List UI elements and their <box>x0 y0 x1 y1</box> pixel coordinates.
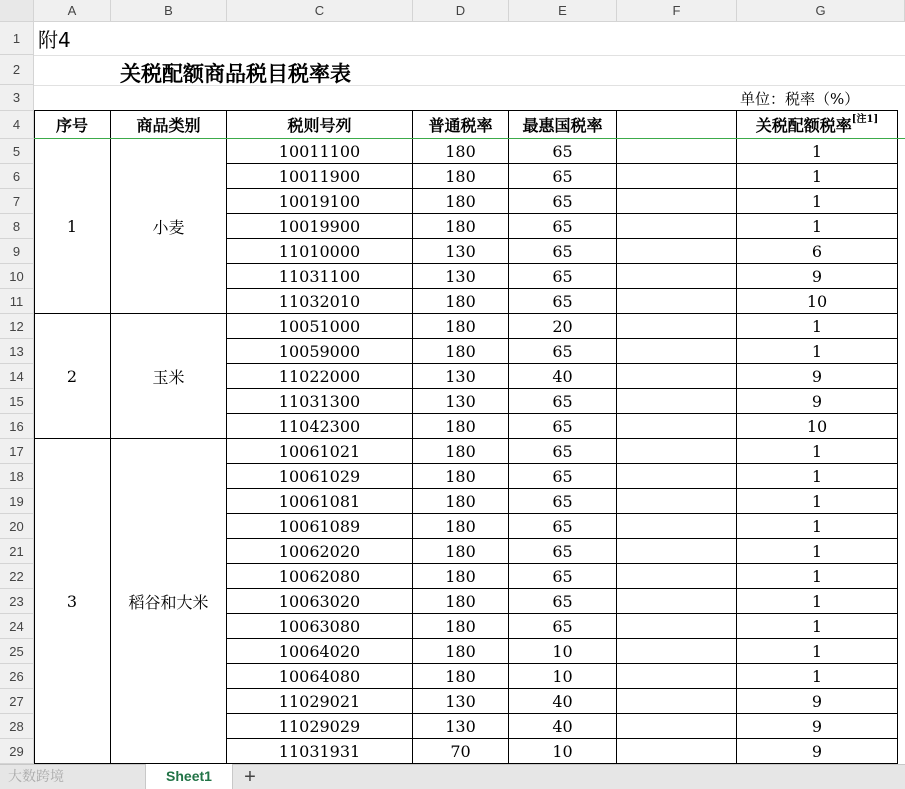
row-header[interactable]: 6 <box>0 164 34 189</box>
quota-rate-cell[interactable]: 1 <box>737 164 898 189</box>
header-code[interactable]: 税则号列 <box>227 111 413 139</box>
gridline <box>34 55 905 56</box>
row-header[interactable]: 27 <box>0 689 34 714</box>
quota-rate-cell[interactable]: 1 <box>737 614 898 639</box>
sheet-tab-bar <box>0 764 905 789</box>
empty-f-cell[interactable] <box>617 214 737 239</box>
general-rate-cell[interactable]: 180 <box>413 464 509 489</box>
tariff-code-cell[interactable]: 11032010 <box>227 289 413 314</box>
empty-f-cell[interactable] <box>617 339 737 364</box>
general-rate-cell[interactable]: 180 <box>413 489 509 514</box>
row-header[interactable]: 26 <box>0 664 34 689</box>
row-header[interactable]: 17 <box>0 439 34 464</box>
mfn-rate-cell[interactable]: 65 <box>509 139 617 164</box>
empty-f-cell[interactable] <box>617 539 737 564</box>
tariff-code-cell[interactable]: 10064020 <box>227 639 413 664</box>
header-mfn[interactable]: 最惠国税率 <box>509 111 617 139</box>
row-header[interactable]: 4 <box>0 111 34 139</box>
tariff-code-cell[interactable]: 10062020 <box>227 539 413 564</box>
general-rate-cell[interactable]: 180 <box>413 314 509 339</box>
header-seq[interactable]: 序号 <box>34 111 111 139</box>
row-header[interactable]: 28 <box>0 714 34 739</box>
empty-f-cell[interactable] <box>617 689 737 714</box>
header-general[interactable]: 普通税率 <box>413 111 509 139</box>
quota-rate-cell[interactable]: 1 <box>737 189 898 214</box>
quota-rate-cell[interactable]: 9 <box>737 689 898 714</box>
tariff-code-cell[interactable]: 11010000 <box>227 239 413 264</box>
tariff-code-cell[interactable]: 10061089 <box>227 514 413 539</box>
tariff-code-cell[interactable]: 11022000 <box>227 364 413 389</box>
empty-f-cell[interactable] <box>617 389 737 414</box>
row-header[interactable]: 24 <box>0 614 34 639</box>
mfn-rate-cell[interactable]: 65 <box>509 614 617 639</box>
tariff-code-cell[interactable]: 10064080 <box>227 664 413 689</box>
tariff-code-cell[interactable]: 11031300 <box>227 389 413 414</box>
quota-rate-cell[interactable]: 1 <box>737 214 898 239</box>
row-header[interactable]: 15 <box>0 389 34 414</box>
row-header[interactable]: 3 <box>0 85 34 111</box>
row-header[interactable]: 12 <box>0 314 34 339</box>
general-rate-cell[interactable]: 180 <box>413 339 509 364</box>
quota-rate-cell[interactable]: 1 <box>737 139 898 164</box>
tariff-code-cell[interactable]: 10019900 <box>227 214 413 239</box>
mfn-rate-cell[interactable]: 10 <box>509 639 617 664</box>
empty-f-cell[interactable] <box>617 189 737 214</box>
quota-rate-cell[interactable]: 1 <box>737 314 898 339</box>
mfn-rate-cell[interactable]: 40 <box>509 364 617 389</box>
column-header-c[interactable]: C <box>227 0 413 22</box>
freeze-pane-line <box>34 138 905 139</box>
tariff-code-cell[interactable]: 11042300 <box>227 414 413 439</box>
general-rate-cell[interactable]: 180 <box>413 439 509 464</box>
row-header[interactable]: 11 <box>0 289 34 314</box>
quota-rate-cell[interactable]: 1 <box>737 339 898 364</box>
general-rate-cell[interactable]: 130 <box>413 714 509 739</box>
quota-rate-cell[interactable]: 1 <box>737 564 898 589</box>
column-header-b[interactable]: B <box>111 0 227 22</box>
group-category-cell[interactable]: 玉米 <box>111 314 227 439</box>
quota-rate-cell[interactable]: 9 <box>737 714 898 739</box>
row-header[interactable]: 20 <box>0 514 34 539</box>
general-rate-cell[interactable]: 130 <box>413 389 509 414</box>
row-header[interactable]: 23 <box>0 589 34 614</box>
general-rate-cell[interactable]: 130 <box>413 689 509 714</box>
general-rate-cell[interactable]: 180 <box>413 539 509 564</box>
tariff-code-cell[interactable]: 10059000 <box>227 339 413 364</box>
general-rate-cell[interactable]: 180 <box>413 564 509 589</box>
tariff-code-cell[interactable]: 10061021 <box>227 439 413 464</box>
column-header-e[interactable]: E <box>509 0 617 22</box>
row-header[interactable]: 7 <box>0 189 34 214</box>
quota-rate-cell[interactable]: 1 <box>737 464 898 489</box>
row-header[interactable]: 2 <box>0 55 34 85</box>
sheet-tab-sheet1[interactable]: Sheet1 <box>145 764 233 789</box>
general-rate-cell[interactable]: 180 <box>413 639 509 664</box>
mfn-rate-cell[interactable]: 65 <box>509 589 617 614</box>
general-rate-cell[interactable]: 130 <box>413 239 509 264</box>
empty-f-cell[interactable] <box>617 589 737 614</box>
empty-f-cell[interactable] <box>617 564 737 589</box>
mfn-rate-cell[interactable]: 65 <box>509 164 617 189</box>
tariff-code-cell[interactable]: 10063080 <box>227 614 413 639</box>
row-header[interactable]: 22 <box>0 564 34 589</box>
header-quota[interactable] <box>737 111 898 139</box>
appendix-label: 附4 <box>38 28 71 52</box>
group-seq-cell[interactable]: 1 <box>34 139 111 314</box>
row-header[interactable]: 1 <box>0 22 34 55</box>
general-rate-cell[interactable]: 180 <box>413 139 509 164</box>
general-rate-cell[interactable]: 180 <box>413 589 509 614</box>
mfn-rate-cell[interactable]: 65 <box>509 339 617 364</box>
tariff-code-cell[interactable]: 10061029 <box>227 464 413 489</box>
mfn-rate-cell[interactable]: 65 <box>509 214 617 239</box>
mfn-rate-cell[interactable]: 65 <box>509 264 617 289</box>
row-header[interactable]: 14 <box>0 364 34 389</box>
empty-f-cell[interactable] <box>617 714 737 739</box>
general-rate-cell[interactable]: 180 <box>413 414 509 439</box>
quota-rate-cell[interactable]: 1 <box>737 489 898 514</box>
mfn-rate-cell[interactable]: 65 <box>509 414 617 439</box>
row-header[interactable]: 9 <box>0 239 34 264</box>
empty-f-cell[interactable] <box>617 514 737 539</box>
quota-rate-cell[interactable]: 1 <box>737 439 898 464</box>
empty-f-cell[interactable] <box>617 314 737 339</box>
row-header[interactable]: 25 <box>0 639 34 664</box>
row-header[interactable]: 18 <box>0 464 34 489</box>
empty-f-cell[interactable] <box>617 739 737 764</box>
tariff-code-cell[interactable]: 10061081 <box>227 489 413 514</box>
column-header-g[interactable]: G <box>737 0 905 22</box>
empty-f-cell[interactable] <box>617 139 737 164</box>
mfn-rate-cell[interactable]: 65 <box>509 539 617 564</box>
general-rate-cell[interactable]: 180 <box>413 164 509 189</box>
row-header[interactable]: 10 <box>0 264 34 289</box>
page-title: 关税配额商品税目税率表 <box>120 61 351 86</box>
mfn-rate-cell[interactable]: 65 <box>509 239 617 264</box>
empty-f-cell[interactable] <box>617 664 737 689</box>
mfn-rate-cell[interactable]: 65 <box>509 564 617 589</box>
general-rate-cell[interactable]: 180 <box>413 514 509 539</box>
tariff-code-cell[interactable]: 10011100 <box>227 139 413 164</box>
quota-rate-cell[interactable]: 9 <box>737 264 898 289</box>
row-header[interactable]: 8 <box>0 214 34 239</box>
tariff-code-cell[interactable]: 10011900 <box>227 164 413 189</box>
column-header-a[interactable]: A <box>34 0 111 22</box>
mfn-rate-cell[interactable]: 65 <box>509 464 617 489</box>
empty-f-cell[interactable] <box>617 639 737 664</box>
tariff-code-cell[interactable]: 10019100 <box>227 189 413 214</box>
empty-f-cell[interactable] <box>617 264 737 289</box>
row-header[interactable]: 13 <box>0 339 34 364</box>
general-rate-cell[interactable]: 180 <box>413 189 509 214</box>
mfn-rate-cell[interactable]: 65 <box>509 289 617 314</box>
empty-f-cell[interactable] <box>617 439 737 464</box>
quota-rate-cell[interactable]: 9 <box>737 389 898 414</box>
empty-f-cell[interactable] <box>617 239 737 264</box>
general-rate-cell[interactable]: 180 <box>413 664 509 689</box>
row-header[interactable]: 5 <box>0 139 34 164</box>
general-rate-cell[interactable]: 70 <box>413 739 509 764</box>
mfn-rate-cell[interactable]: 65 <box>509 489 617 514</box>
quota-rate-cell[interactable]: 10 <box>737 414 898 439</box>
tariff-code-cell[interactable]: 11031931 <box>227 739 413 764</box>
tariff-code-cell[interactable]: 10051000 <box>227 314 413 339</box>
empty-f-cell[interactable] <box>617 364 737 389</box>
column-header-f[interactable]: F <box>617 0 737 22</box>
mfn-rate-cell[interactable]: 40 <box>509 714 617 739</box>
empty-f-cell[interactable] <box>617 289 737 314</box>
quota-rate-cell[interactable]: 1 <box>737 664 898 689</box>
header-category[interactable]: 商品类别 <box>111 111 227 139</box>
quota-rate-cell[interactable]: 1 <box>737 514 898 539</box>
empty-f-cell[interactable] <box>617 414 737 439</box>
mfn-rate-cell[interactable]: 65 <box>509 439 617 464</box>
add-sheet-button[interactable]: + <box>244 766 256 788</box>
quota-rate-cell[interactable]: 6 <box>737 239 898 264</box>
row-header[interactable]: 21 <box>0 539 34 564</box>
row-header[interactable]: 29 <box>0 739 34 764</box>
quota-rate-cell[interactable]: 1 <box>737 539 898 564</box>
mfn-rate-cell[interactable]: 65 <box>509 389 617 414</box>
mfn-rate-cell[interactable]: 65 <box>509 189 617 214</box>
empty-f-cell[interactable] <box>617 464 737 489</box>
tariff-code-cell[interactable]: 10062080 <box>227 564 413 589</box>
quota-rate-cell[interactable]: 10 <box>737 289 898 314</box>
quota-rate-cell[interactable]: 1 <box>737 589 898 614</box>
general-rate-cell[interactable]: 130 <box>413 264 509 289</box>
general-rate-cell[interactable]: 180 <box>413 614 509 639</box>
row-header[interactable]: 16 <box>0 414 34 439</box>
group-category-cell[interactable]: 小麦 <box>111 139 227 314</box>
mfn-rate-cell[interactable]: 20 <box>509 314 617 339</box>
tariff-code-cell[interactable]: 11031100 <box>227 264 413 289</box>
select-all-corner[interactable] <box>0 0 34 22</box>
general-rate-cell[interactable]: 180 <box>413 289 509 314</box>
mfn-rate-cell[interactable]: 10 <box>509 739 617 764</box>
mfn-rate-cell[interactable]: 10 <box>509 664 617 689</box>
group-seq-cell[interactable]: 3 <box>34 439 111 764</box>
empty-f-cell[interactable] <box>617 489 737 514</box>
mfn-rate-cell[interactable]: 40 <box>509 689 617 714</box>
empty-f-cell[interactable] <box>617 614 737 639</box>
header-quota-footnote: [注1] <box>851 114 879 125</box>
tariff-code-cell[interactable]: 10063020 <box>227 589 413 614</box>
mfn-rate-cell[interactable]: 65 <box>509 514 617 539</box>
general-rate-cell[interactable]: 130 <box>413 364 509 389</box>
empty-f-cell[interactable] <box>617 164 737 189</box>
watermark: 大数跨境 <box>8 769 64 785</box>
row-header[interactable]: 19 <box>0 489 34 514</box>
tariff-code-cell[interactable]: 11029029 <box>227 714 413 739</box>
quota-rate-cell[interactable]: 1 <box>737 639 898 664</box>
group-category-cell[interactable]: 稻谷和大米 <box>111 439 227 764</box>
quota-rate-cell[interactable]: 9 <box>737 364 898 389</box>
tariff-code-cell[interactable]: 11029021 <box>227 689 413 714</box>
general-rate-cell[interactable]: 180 <box>413 214 509 239</box>
header-quota-label: 关税配额税率 <box>755 116 852 135</box>
quota-rate-cell[interactable]: 9 <box>737 739 898 764</box>
header-f-empty[interactable] <box>617 111 737 139</box>
group-seq-cell[interactable]: 2 <box>34 314 111 439</box>
unit-label: 单位：税率（%） <box>740 89 860 108</box>
column-header-d[interactable]: D <box>413 0 509 22</box>
